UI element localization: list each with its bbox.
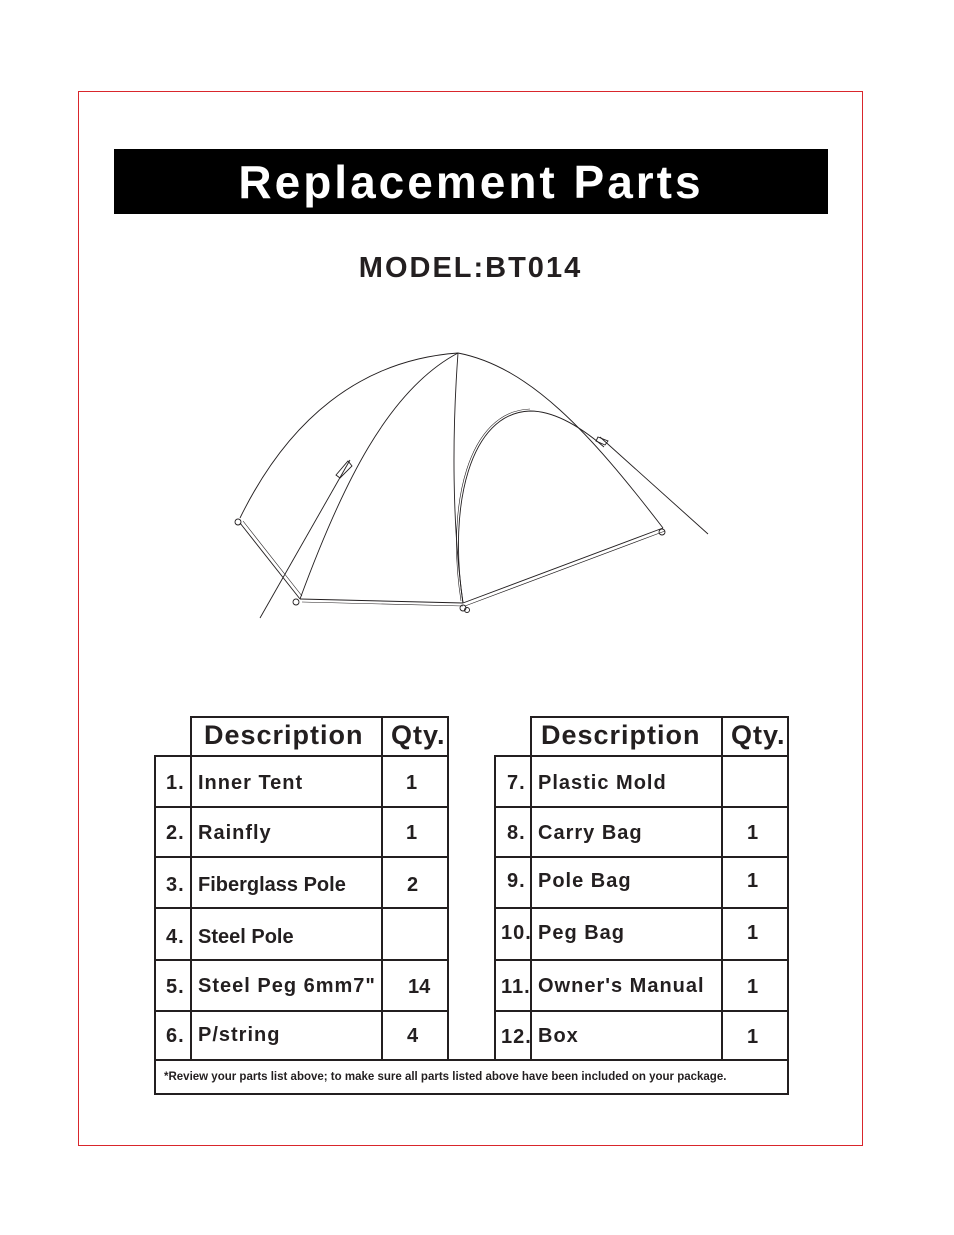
part-number: 5.	[166, 976, 185, 998]
part-qty: 1	[747, 922, 759, 944]
table-rule	[154, 1059, 789, 1061]
part-number: 9.	[507, 870, 526, 892]
table-rule	[381, 716, 383, 1061]
part-qty: 1	[747, 870, 759, 892]
table-rule	[494, 755, 496, 1061]
table-rule	[494, 806, 789, 808]
part-qty: 1	[747, 976, 759, 998]
table-rule	[787, 716, 789, 1095]
part-number: 3.	[166, 874, 185, 896]
part-qty: 1	[747, 822, 759, 844]
table-rule	[721, 716, 723, 1061]
part-qty: 1	[406, 772, 418, 794]
table-rule	[530, 716, 789, 718]
table-rule	[191, 716, 448, 718]
left-header-description: Description	[204, 720, 364, 750]
part-qty: 2	[407, 874, 419, 896]
part-number: 4.	[166, 926, 185, 948]
part-number: 10.	[501, 922, 532, 944]
part-description: Rainfly	[198, 822, 272, 844]
parts-review-note: *Review your parts list above; to make sure all parts listed above have been included on your package.	[164, 1071, 727, 1083]
part-number: 8.	[507, 822, 526, 844]
dome-tent-illustration	[230, 345, 720, 630]
part-description: Carry Bag	[538, 822, 643, 844]
part-number: 6.	[166, 1025, 185, 1047]
table-rule	[154, 959, 448, 961]
table-rule	[494, 1010, 789, 1012]
part-description: Fiberglass Pole	[198, 874, 346, 896]
table-rule	[154, 806, 448, 808]
part-number: 12.	[501, 1026, 532, 1048]
table-rule	[154, 755, 448, 757]
table-rule	[494, 959, 789, 961]
part-number: 11.	[501, 976, 531, 998]
table-rule	[154, 856, 448, 858]
table-rule	[530, 716, 532, 1061]
part-number: 7.	[507, 772, 526, 794]
part-description: Steel Pole	[198, 926, 294, 948]
part-description: Peg Bag	[538, 922, 626, 944]
right-header-qty: Qty.	[731, 720, 786, 750]
part-qty: 14	[408, 976, 431, 998]
left-header-qty: Qty.	[391, 720, 446, 750]
part-qty: 1	[406, 822, 418, 844]
part-number: 1.	[166, 772, 185, 794]
table-rule	[154, 1093, 789, 1095]
table-rule	[447, 716, 449, 1061]
part-qty: 1	[747, 1026, 759, 1048]
part-description: P/string	[198, 1024, 281, 1046]
part-description: Owner's Manual	[538, 975, 705, 997]
table-rule	[494, 907, 789, 909]
right-header-description: Description	[541, 720, 701, 750]
part-qty: 4	[407, 1025, 419, 1047]
part-description: Pole Bag	[538, 870, 632, 892]
part-number: 2.	[166, 822, 185, 844]
part-description: Plastic Mold	[538, 772, 667, 794]
table-rule	[494, 755, 789, 757]
part-description: Steel Peg 6mm7"	[198, 975, 376, 997]
part-description: Inner Tent	[198, 772, 304, 794]
table-rule	[154, 755, 156, 1095]
table-rule	[494, 856, 789, 858]
table-rule	[190, 716, 192, 1061]
table-rule	[154, 907, 448, 909]
model-number: MODEL:BT014	[358, 252, 583, 284]
page-title: Replacement Parts	[238, 155, 704, 208]
part-description: Box	[538, 1025, 579, 1047]
table-rule	[154, 1010, 448, 1012]
title-banner	[114, 149, 828, 214]
